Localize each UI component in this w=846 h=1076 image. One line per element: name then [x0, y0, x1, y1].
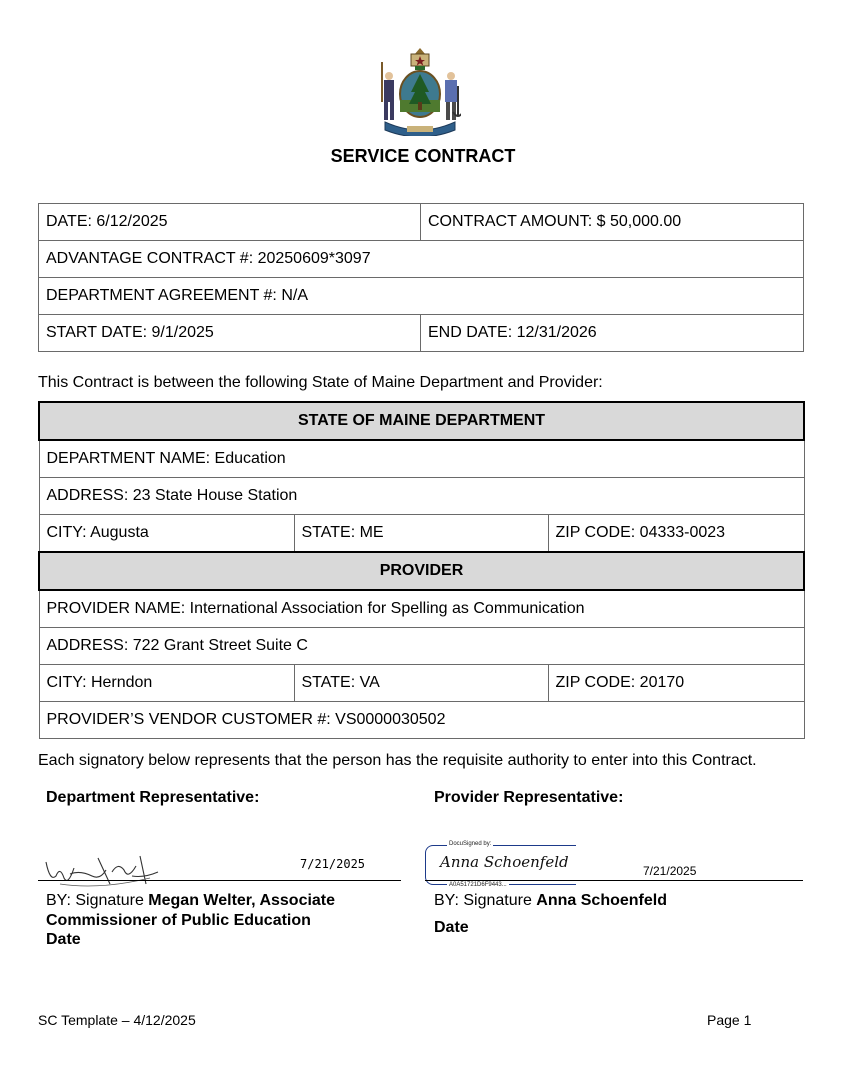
contract-date: DATE: 6/12/2025: [39, 204, 421, 241]
department-city: CITY: Augusta: [39, 515, 294, 553]
provider-name: PROVIDER NAME: International Association for Spelling as Communication: [39, 590, 804, 628]
provider-city: CITY: Herndon: [39, 665, 294, 702]
contract-amount: CONTRACT AMOUNT: $ 50,000.00: [421, 204, 804, 241]
department-date-label: Date: [46, 931, 81, 948]
department-state: STATE: ME: [294, 515, 548, 553]
footer-page-number: Page 1: [707, 1012, 752, 1028]
table-row: [39, 402, 804, 440]
department-name: DEPARTMENT NAME: Education: [39, 440, 804, 478]
provider-heading: PROVIDER: [39, 552, 804, 590]
provider-date-label: Date: [434, 919, 469, 936]
advantage-contract-number: ADVANTAGE CONTRACT #: 20250609*3097: [39, 241, 804, 278]
signature-prefix: BY: Signature: [434, 892, 537, 909]
start-date: START DATE: 9/1/2025: [39, 315, 421, 352]
table-row: [39, 478, 804, 515]
table-row: [39, 665, 804, 702]
end-date: END DATE: 12/31/2026: [421, 315, 804, 352]
docusign-envelope-id: A0A51721D6F9443...: [449, 882, 507, 888]
department-handwritten-signature: [40, 848, 165, 894]
table-row: [39, 628, 804, 665]
provider-docusign-signature: Anna Schoenfeld: [440, 853, 569, 871]
provider-address: ADDRESS: 722 Grant Street Suite C: [39, 628, 804, 665]
provider-state: STATE: VA: [294, 665, 548, 702]
table-row: [39, 552, 804, 590]
table-row: [39, 278, 804, 315]
table-row: [39, 590, 804, 628]
provider-signature-line: [425, 880, 803, 881]
parties-table: [38, 401, 805, 739]
department-heading: STATE OF MAINE DEPARTMENT: [39, 402, 804, 440]
department-signer-name: Megan Welter, Associate Commissioner of Public Education: [46, 892, 336, 929]
provider-representative-label: Provider Representative:: [434, 789, 624, 806]
table-row: [39, 515, 804, 553]
table-row: [39, 702, 804, 739]
contract-info-table: [38, 203, 804, 352]
table-row: [39, 204, 804, 241]
table-row: [39, 241, 804, 278]
table-row: [39, 440, 804, 478]
provider-signed-date: 7/21/2025: [643, 864, 697, 878]
department-signature-line: [38, 880, 401, 881]
authority-statement: Each signatory below represents that the person has the requisite authority to enter into this Contract.: [38, 752, 757, 769]
provider-zip: ZIP CODE: 20170: [548, 665, 804, 702]
department-zip: ZIP CODE: 04333-0023: [548, 515, 804, 553]
document-title: SERVICE CONTRACT: [330, 146, 516, 166]
table-row: [39, 315, 804, 352]
department-signed-date: 7/21/2025: [300, 857, 366, 871]
provider-signer-name: Anna Schoenfeld: [536, 892, 667, 909]
provider-signer: [434, 891, 794, 911]
department-signer: [46, 891, 376, 931]
provider-vendor-customer-number: PROVIDER’S VENDOR CUSTOMER #: VS0000030502: [39, 702, 804, 739]
department-address: ADDRESS: 23 State House Station: [39, 478, 804, 515]
intro-text: This Contract is between the following State of Maine Department and Provider:: [38, 374, 603, 391]
state-of-maine-seal-icon: [379, 46, 461, 136]
department-representative-label: Department Representative:: [46, 789, 260, 806]
footer-template: SC Template – 4/12/2025: [38, 1012, 196, 1028]
docusign-header: DocuSigned by:: [449, 841, 492, 847]
signature-prefix: BY: Signature: [46, 892, 149, 909]
department-agreement-number: DEPARTMENT AGREEMENT #: N/A: [39, 278, 804, 315]
